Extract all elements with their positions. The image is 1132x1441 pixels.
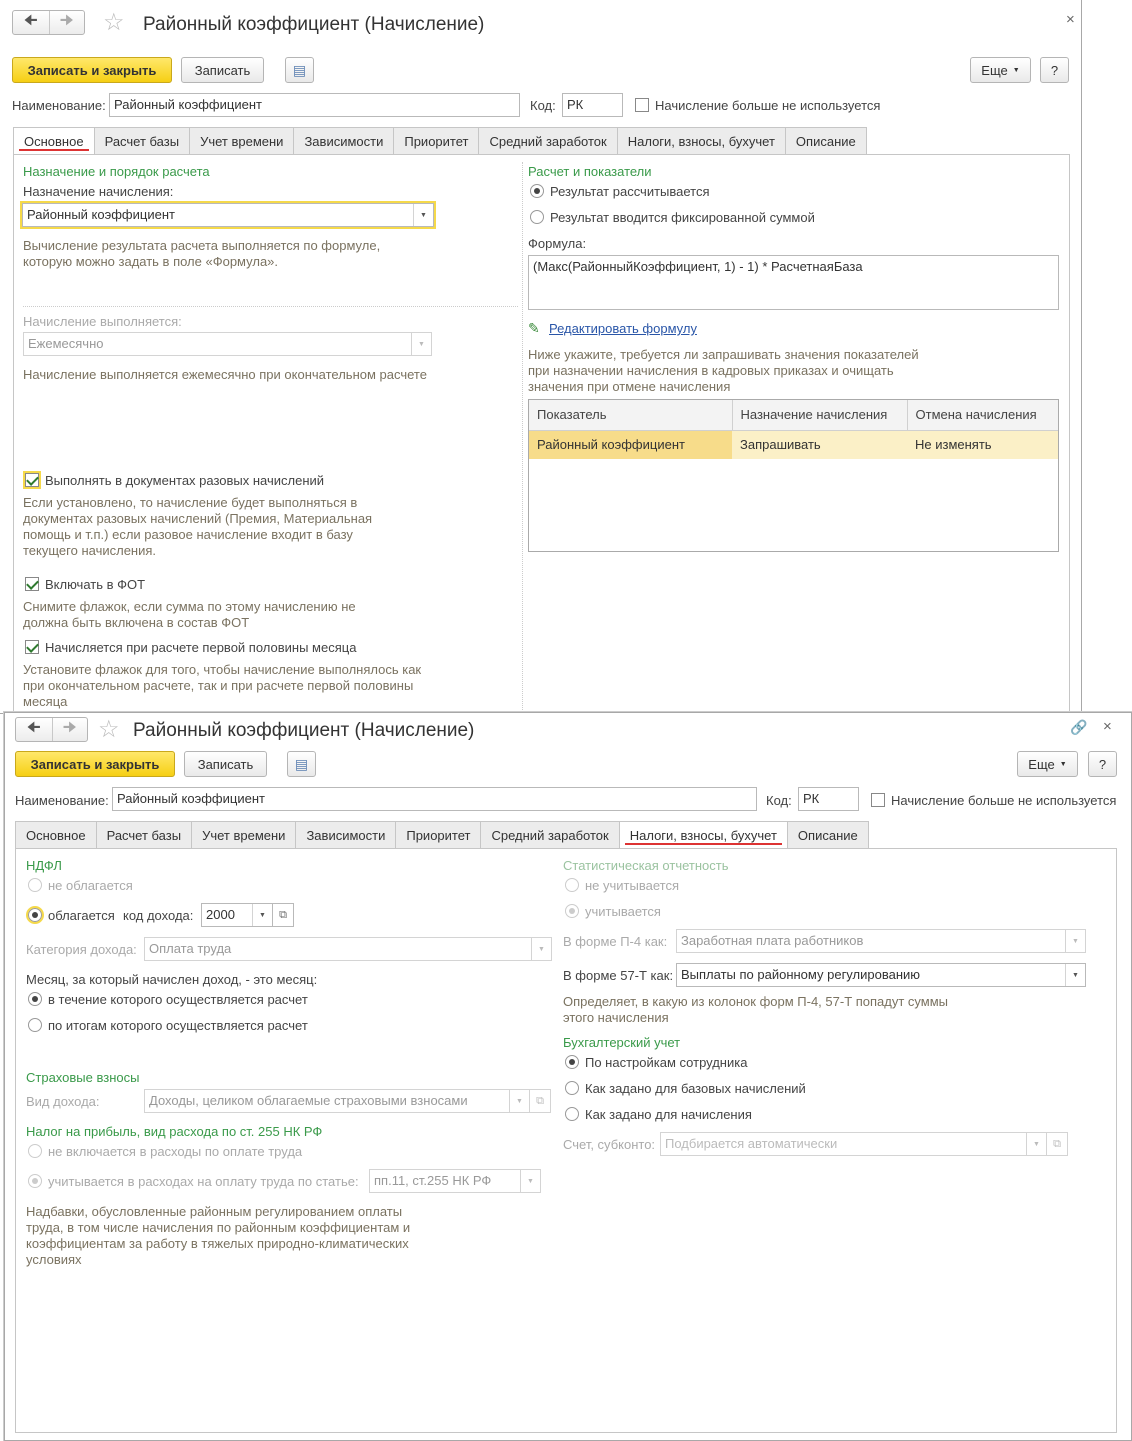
radio-not-counted-label: не учитывается <box>585 878 679 893</box>
radio-month-result-label: по итогам которого осуществляется расчет <box>48 1018 308 1033</box>
radio-month-result[interactable] <box>28 1018 42 1032</box>
tab-main[interactable]: Основное <box>15 821 97 848</box>
tab-taxes[interactable]: Налоги, взносы, бухучет <box>619 821 788 848</box>
onetime-label: Выполнять в документах разовых начислений <box>45 473 325 488</box>
code-label: Код: <box>530 98 556 113</box>
more-button[interactable] <box>970 57 1031 83</box>
tab-average-earnings[interactable]: Средний заработок <box>478 127 617 154</box>
section-purpose-title: Назначение и порядок расчета <box>23 164 210 179</box>
radio-month-during-label: в течение которого осуществляется расчет <box>48 992 308 1007</box>
unused-checkbox[interactable] <box>635 98 649 112</box>
table-cell[interactable]: Запрашивать <box>740 437 821 453</box>
radio-counted-label: учитывается <box>585 904 661 919</box>
fot-label: Включать в ФОТ <box>45 577 146 592</box>
month-label: Месяц, за который начислен доход, - это месяц: <box>26 972 318 987</box>
chevron-down-icon: ▼ <box>1026 1133 1046 1155</box>
tab-bar <box>13 127 866 154</box>
radio-not-taxed <box>28 878 42 892</box>
onetime-hint-line: текущего начисления. <box>23 543 157 558</box>
first-half-label: Начисляется при расчете первой половины месяца <box>45 640 357 655</box>
table-header[interactable]: Назначение начисления <box>732 400 907 430</box>
indicators-hint-line: Ниже укажите, требуется ли запрашивать значения показателей <box>528 347 919 362</box>
more-button[interactable] <box>1017 751 1078 777</box>
indicators-table <box>529 400 1058 459</box>
radio-acc-base-label: Как задано для базовых начислений <box>585 1081 806 1096</box>
income-code-select[interactable] <box>201 903 287 927</box>
radio-taxed-label: облагается <box>48 908 115 923</box>
tab-time-accounting[interactable]: Учет времени <box>189 127 294 154</box>
onetime-hint-line: документах разовых начислений (Премия, Материальная <box>23 511 373 526</box>
fot-checkbox[interactable] <box>25 577 39 591</box>
help-button[interactable]: ? <box>1088 751 1117 777</box>
unused-checkbox[interactable] <box>871 793 885 807</box>
radio-calculated[interactable] <box>530 184 544 198</box>
note-line: условиях <box>26 1252 82 1267</box>
name-input[interactable]: Районный коэффициент <box>109 93 520 117</box>
save-button[interactable]: Записать <box>184 751 267 777</box>
radio-counted <box>565 904 579 918</box>
name-label: Наименование: <box>12 98 106 113</box>
tab-dependencies[interactable]: Зависимости <box>293 127 394 154</box>
table-cell[interactable]: Не изменять <box>915 437 992 453</box>
ndfl-title: НДФЛ <box>26 858 62 873</box>
section-calc-title: Расчет и показатели <box>528 164 652 179</box>
radio-included <box>28 1174 42 1188</box>
nav-buttons <box>12 10 85 35</box>
window-title: Районный коэффициент (Начисление) <box>133 720 475 741</box>
tab-base-calc[interactable]: Расчет базы <box>94 127 191 154</box>
back-arrow-icon[interactable]: 🠈 <box>26 719 41 736</box>
radio-acc-charge[interactable] <box>565 1107 579 1121</box>
code-input[interactable]: РК <box>562 93 623 117</box>
tab-priority[interactable]: Приоритет <box>393 127 479 154</box>
radio-acc-employee-label: По настройкам сотрудника <box>585 1055 748 1070</box>
stat-hint <box>563 994 948 1026</box>
insurance-title: Страховые взносы <box>26 1070 140 1085</box>
tab-taxes[interactable]: Налоги, взносы, бухучет <box>617 127 786 154</box>
first-half-hint-line: Установите флажок для того, чтобы начисление выполнялось как <box>23 662 422 677</box>
indicators-hint-line: значения при отмене начисления <box>528 379 731 394</box>
forward-arrow-icon[interactable]: 🠊 <box>49 11 85 34</box>
nav-buttons <box>15 717 88 742</box>
radio-taxed[interactable] <box>28 908 42 922</box>
open-icon[interactable]: ⧉ <box>272 903 294 927</box>
formula-hint-line: Вычисление результата расчета выполняется по формуле, <box>23 238 381 253</box>
stat-hint-line: Определяет, в какую из колонок форм П-4, 57-Т попадут суммы <box>563 994 949 1009</box>
pencil-icon: ✎ <box>528 320 540 336</box>
chevron-down-icon: ▼ <box>1065 930 1085 952</box>
fot-hint-line: должна быть включена в состав ФОТ <box>23 615 250 630</box>
chevron-down-icon: ▼ <box>520 1170 540 1192</box>
close-icon[interactable]: × <box>1103 718 1112 735</box>
income-type-label: Вид дохода: <box>26 1094 100 1109</box>
formula-hint <box>23 238 380 270</box>
radio-not-counted <box>565 878 579 892</box>
chevron-down-icon[interactable]: ▼ <box>252 904 272 926</box>
open-icon: ⧉ <box>529 1089 551 1113</box>
link-icon[interactable]: 🔗 <box>1070 719 1088 735</box>
window-main-tab <box>0 0 1082 714</box>
radio-fixed-label: Результат вводится фиксированной суммой <box>550 210 815 225</box>
article-select <box>369 1169 541 1193</box>
f57-select[interactable] <box>676 963 1086 987</box>
profit-tax-note <box>26 1204 410 1268</box>
p4-select <box>676 929 1086 953</box>
performed-value: Ежемесячно <box>28 336 104 351</box>
radio-not-included-label: не включается в расходы по оплате труда <box>48 1144 303 1159</box>
onetime-hint-line: помощь и т.п.) если разовое начисление входит в базу <box>23 527 353 542</box>
performed-hint: Начисление выполняется ежемесячно при окончательном расчете <box>23 367 427 382</box>
code-label: Код: <box>766 793 792 808</box>
code-input[interactable]: РК <box>798 787 859 811</box>
chevron-down-icon: ▼ <box>411 333 431 355</box>
tab-priority[interactable]: Приоритет <box>395 821 481 848</box>
document-list-icon[interactable]: ▤ <box>287 751 316 777</box>
divider <box>23 306 518 307</box>
p4-value: Заработная плата работников <box>681 933 864 948</box>
tab-description[interactable]: Описание <box>785 127 867 154</box>
favorite-star-icon[interactable]: ☆ <box>98 716 120 743</box>
tab-average-earnings[interactable]: Средний заработок <box>480 821 619 848</box>
more-label: Еще <box>981 62 1008 78</box>
chevron-down-icon: ▼ <box>1012 66 1020 74</box>
account-select <box>660 1132 1061 1156</box>
category-label: Категория дохода: <box>26 942 137 957</box>
radio-acc-charge-label: Как задано для начисления <box>585 1107 752 1122</box>
stat-title: Статистическая отчетность <box>563 858 729 873</box>
column-divider <box>522 162 523 712</box>
radio-month-during[interactable] <box>28 992 42 1006</box>
account-label: Счет, субконто: <box>563 1137 656 1152</box>
unused-label: Начисление больше не используется <box>655 98 881 113</box>
category-value: Оплата труда <box>149 941 232 956</box>
table-header-row <box>529 400 1058 430</box>
f57-label: В форме 57-Т как: <box>563 968 674 983</box>
save-button[interactable]: Записать <box>181 57 264 83</box>
radio-calculated-label: Результат рассчитывается <box>550 184 710 199</box>
first-half-hint <box>23 662 421 710</box>
edit-formula-link[interactable]: Редактировать формулу <box>549 321 697 336</box>
p4-label: В форме П-4 как: <box>563 934 668 949</box>
tab-base-calc[interactable]: Расчет базы <box>96 821 193 848</box>
chevron-down-icon: ▼ <box>1059 760 1067 768</box>
radio-acc-employee[interactable] <box>565 1055 579 1069</box>
tab-time-accounting[interactable]: Учет времени <box>191 821 296 848</box>
close-icon[interactable]: × <box>1066 11 1075 28</box>
onetime-checkbox[interactable] <box>25 473 39 487</box>
income-type-select <box>144 1089 544 1113</box>
back-arrow-icon[interactable]: 🠈 <box>23 12 38 29</box>
indicators-hint <box>528 347 919 395</box>
help-button[interactable]: ? <box>1040 57 1069 83</box>
chevron-down-icon[interactable]: ▼ <box>1065 964 1085 986</box>
window-taxes-tab <box>4 712 1132 1441</box>
tab-main[interactable]: Основное <box>13 127 95 154</box>
f57-value: Выплаты по районному регулированию <box>681 967 921 982</box>
window-title: Районный коэффициент (Начисление) <box>143 14 485 35</box>
chevron-down-icon: ▼ <box>531 938 551 960</box>
purpose-value: Районный коэффициент <box>27 207 175 222</box>
radio-fixed[interactable] <box>530 210 544 224</box>
onetime-hint-line: Если установлено, то начисление будет выполняться в <box>23 495 358 510</box>
indicators-hint-line: при назначении начисления в кадровых приказах и очищать <box>528 363 894 378</box>
table-header[interactable]: Показатель <box>529 400 732 430</box>
profit-tax-title: Налог на прибыль, вид расхода по ст. 255 НК РФ <box>26 1124 323 1139</box>
chevron-down-icon[interactable]: ▼ <box>413 204 433 226</box>
radio-included-label: учитывается в расходах на оплату труда по статье: <box>48 1174 359 1189</box>
name-label: Наименование: <box>15 793 109 808</box>
first-half-hint-line: месяца <box>23 694 68 709</box>
chevron-down-icon: ▼ <box>509 1090 529 1112</box>
formula-label: Формула: <box>528 236 587 251</box>
document-list-icon[interactable]: ▤ <box>285 57 314 83</box>
note-line: Надбавки, обусловленные районным регулированием оплаты <box>26 1204 403 1219</box>
onetime-hint <box>23 495 372 559</box>
fot-hint <box>23 599 356 631</box>
radio-not-taxed-label: не облагается <box>48 878 133 893</box>
article-value: пп.11, ст.255 НК РФ <box>374 1173 492 1188</box>
table-cell[interactable]: Районный коэффициент <box>529 430 732 459</box>
note-line: коэффициентам за работу в тяжелых природно-климатических <box>26 1236 409 1251</box>
formula-field[interactable]: (Макс(РайонныйКоэффициент, 1) - 1) * РасчетнаяБаза <box>528 255 1059 310</box>
save-close-button[interactable]: Записать и закрыть <box>15 751 175 777</box>
income-type-value: Доходы, целиком облагаемые страховыми взносами <box>149 1093 468 1108</box>
account-placeholder: Подбирается автоматически <box>665 1136 838 1151</box>
stat-hint-line: этого начисления <box>563 1010 669 1025</box>
name-input[interactable]: Районный коэффициент <box>112 787 757 811</box>
purpose-select[interactable] <box>22 203 434 227</box>
income-code-value: 2000 <box>206 907 235 922</box>
note-line: труда, в том числе начисления по районным коэффициентам и <box>26 1220 411 1235</box>
unused-label: Начисление больше не используется <box>891 793 1117 808</box>
open-icon: ⧉ <box>1046 1132 1068 1156</box>
table-row[interactable] <box>529 430 1058 459</box>
purpose-label: Назначение начисления: <box>23 184 174 199</box>
first-half-checkbox[interactable] <box>25 640 39 654</box>
tab-bar <box>15 821 868 848</box>
forward-arrow-icon[interactable]: 🠊 <box>52 718 88 741</box>
income-code-label: код дохода: <box>123 908 194 923</box>
performed-label: Начисление выполняется: <box>23 314 182 329</box>
radio-not-included <box>28 1144 42 1158</box>
radio-acc-base[interactable] <box>565 1081 579 1095</box>
more-label: Еще <box>1028 756 1055 772</box>
accounting-title: Бухгалтерский учет <box>563 1035 681 1050</box>
fot-hint-line: Снимите флажок, если сумма по этому начислению не <box>23 599 356 614</box>
table-header[interactable]: Отмена начисления <box>907 400 1058 430</box>
first-half-hint-line: при окончательном расчете, так и при расчете первой половины <box>23 678 414 693</box>
save-close-button[interactable]: Записать и закрыть <box>12 57 172 83</box>
formula-hint-line: которую можно задать в поле «Формула». <box>23 254 279 269</box>
category-select <box>144 937 552 961</box>
tab-description[interactable]: Описание <box>787 821 869 848</box>
favorite-star-icon[interactable]: ☆ <box>103 9 125 36</box>
tab-dependencies[interactable]: Зависимости <box>295 821 396 848</box>
performed-select <box>23 332 432 356</box>
